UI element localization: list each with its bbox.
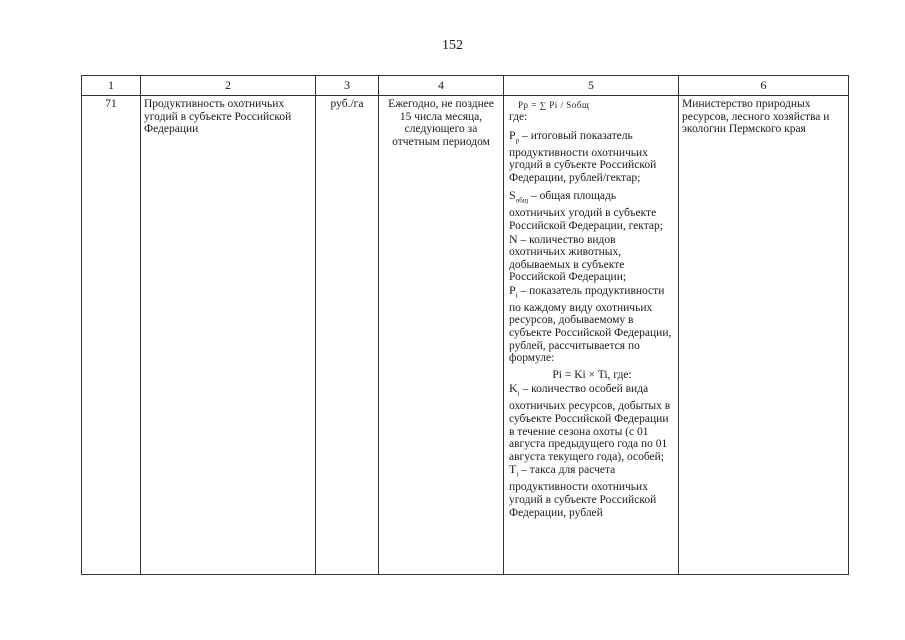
header-row: [82, 76, 849, 96]
indicator-name: Продуктивность охотничьих угодий в субъекте Российской Федерации: [141, 96, 316, 575]
column-header: 6: [679, 76, 849, 96]
column-header: 2: [141, 76, 316, 96]
definition-pp: $P_p$ – итоговый показатель продуктивности охотничьих угодий в субъекте Российской Федерации, рублей/гектар;: [509, 127, 657, 184]
indicator-table: [81, 75, 849, 575]
column-header: 4: [379, 76, 504, 96]
column-header: 5: [504, 76, 679, 96]
definition-n: N – количество видов охотничьих животных, добываемых в субъекте Российской Федерации;: [509, 231, 627, 284]
calculation-method: [504, 96, 679, 575]
definition-ti: $T_i$ – такса для расчета продуктивности охотничьих угодий в субъекте Российской Федерации, рублей: [509, 462, 657, 519]
main-formula: Pp = ∑ Pi / Sобщ: [518, 100, 590, 110]
pi-formula: Pi = Ki × Ti, где:: [552, 368, 632, 381]
definition-ki: $K_i$ – количество особей вида охотничьих ресурсов, добытых в субъекте Российской Федерации в течение сезона охоты (с 01 августа предыдущего года по 01 августа текущего года), особей;: [509, 381, 671, 463]
definition-s-total: $S_{общ}$ – общая площадь охотничьих угодий в субъекте Российской Федерации, гектар;: [509, 188, 663, 232]
reporting-period: Ежегодно, не позднее 15 числа месяца, следующего за отчетным периодом: [379, 96, 504, 575]
definition-pi: $P_i$ – показатель продуктивности по каждому виду охотничьих ресурсов, добываемому в субъекте Российской Федерации, рублей, рассчитывается по формуле:: [509, 282, 672, 365]
table-row: [82, 96, 849, 575]
column-header: 3: [316, 76, 379, 96]
row-number: 71: [82, 96, 141, 575]
column-header: 1: [82, 76, 141, 96]
where-label: где:: [509, 111, 528, 123]
page-number: 152: [442, 38, 463, 53]
responsible-authority: Министерство природных ресурсов, лесного хозяйства и экологии Пермского края: [679, 96, 849, 575]
unit-of-measure: руб./га: [316, 96, 379, 575]
